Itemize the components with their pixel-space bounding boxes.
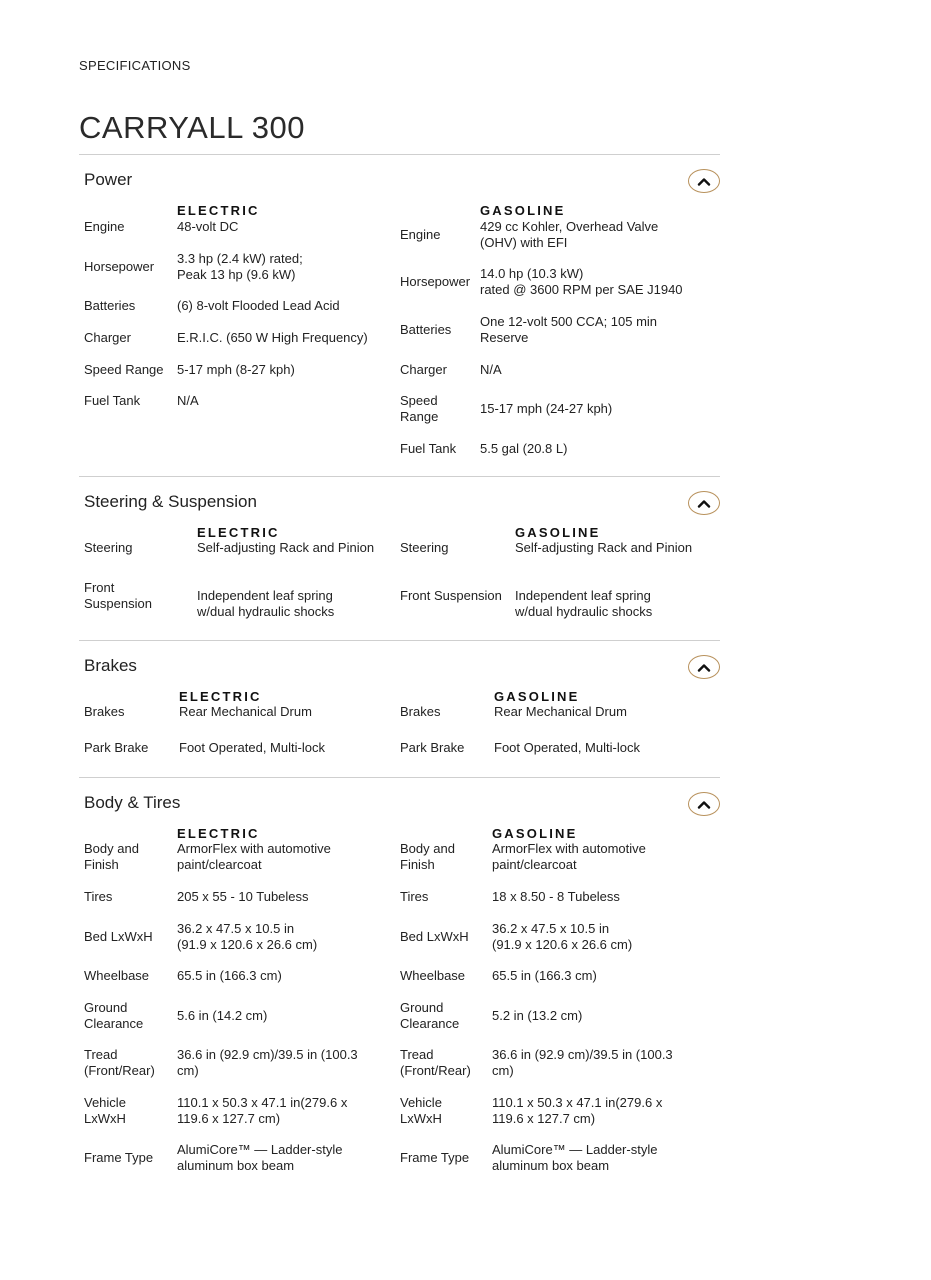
spec-value: 18 x 8.50 - 8 Tubeless [492, 889, 620, 904]
spec-label: Steering [84, 540, 133, 555]
collapse-steering-button[interactable] [688, 491, 720, 515]
spec-value: 110.1 x 50.3 x 47.1 in(279.6 x [492, 1095, 663, 1110]
spec-value: w/dual hydraulic shocks [515, 604, 653, 619]
spec-value: 119.6 x 127.7 cm) [177, 1111, 281, 1126]
spec-label: Horsepower [400, 274, 471, 289]
spec-label: Vehicle [84, 1095, 126, 1110]
spec-value: paint/clearcoat [492, 857, 577, 872]
gasoline-heading: GASOLINE [492, 826, 578, 841]
spec-label: Batteries [400, 322, 452, 337]
spec-value: cm) [492, 1063, 514, 1078]
spec-label: Clearance [84, 1016, 144, 1031]
spec-value: Rear Mechanical Drum [494, 704, 627, 719]
gasoline-heading: GASOLINE [515, 525, 601, 540]
section-body-tires [79, 777, 720, 1198]
spec-label: Bed LxWxH [400, 929, 469, 944]
collapse-brakes-button[interactable] [688, 655, 720, 679]
spec-label: (Front/Rear) [400, 1063, 471, 1078]
spec-label: Fuel Tank [84, 393, 141, 408]
spec-value: aluminum box beam [492, 1158, 610, 1173]
spec-value: 5.5 gal (20.8 L) [480, 441, 568, 456]
spec-value: ArmorFlex with automotive [177, 841, 331, 856]
section-power [79, 154, 720, 477]
chevron-up-icon [697, 499, 711, 508]
spec-value: (91.9 x 120.6 x 26.6 cm) [492, 937, 633, 952]
spec-value: 36.6 in (92.9 cm)/39.5 in (100.3 [177, 1047, 358, 1062]
section-title-steering: Steering & Suspension [84, 492, 257, 511]
section-title-brakes: Brakes [84, 656, 137, 675]
electric-heading: ELECTRIC [197, 525, 280, 540]
spec-label: Suspension [84, 596, 152, 611]
spec-value: 119.6 x 127.7 cm) [492, 1111, 596, 1126]
collapse-power-button[interactable] [688, 169, 720, 193]
spec-label: Charger [400, 362, 447, 377]
section-title-body: Body & Tires [84, 793, 181, 812]
spec-value: AlumiCore™ — Ladder-style [177, 1142, 343, 1157]
page-eyebrow: SPECIFICATIONS [79, 58, 191, 73]
spec-value: Independent leaf spring [515, 588, 651, 603]
spec-label: Steering [400, 540, 449, 555]
spec-label: Wheelbase [400, 968, 466, 983]
spec-value: 48-volt DC [177, 219, 239, 234]
spec-label: Tread [400, 1047, 434, 1062]
spec-label: Finish [400, 857, 435, 872]
spec-value: 14.0 hp (10.3 kW) [480, 266, 584, 281]
spec-value: 65.5 in (166.3 cm) [492, 968, 597, 983]
spec-label: Horsepower [84, 259, 155, 274]
spec-label: Tires [400, 889, 429, 904]
spec-value: Foot Operated, Multi-lock [494, 740, 640, 755]
spec-label: Tires [84, 889, 113, 904]
spec-value: (6) 8-volt Flooded Lead Acid [177, 298, 340, 313]
spec-value: 205 x 55 - 10 Tubeless [177, 889, 309, 904]
spec-label: Ground [84, 1000, 128, 1015]
spec-label: LxWxH [84, 1111, 126, 1126]
spec-label: Ground [400, 1000, 444, 1015]
spec-label: Body and [400, 841, 455, 856]
spec-value: 65.5 in (166.3 cm) [177, 968, 282, 983]
chevron-up-icon [697, 800, 711, 809]
gasoline-heading: GASOLINE [494, 689, 580, 704]
spec-label: (Front/Rear) [84, 1063, 155, 1078]
spec-value: 36.6 in (92.9 cm)/39.5 in (100.3 [492, 1047, 673, 1062]
chevron-up-icon [697, 177, 711, 186]
spec-label: Speed Range [84, 362, 164, 377]
spec-value: 110.1 x 50.3 x 47.1 in(279.6 x [177, 1095, 348, 1110]
page-title: CARRYALL 300 [79, 110, 305, 145]
spec-label: Frame Type [400, 1150, 470, 1165]
spec-value: paint/clearcoat [177, 857, 262, 872]
spec-label: Speed [400, 393, 438, 408]
spec-value: ArmorFlex with automotive [492, 841, 646, 856]
spec-label: Finish [84, 857, 119, 872]
spec-value: 5.2 in (13.2 cm) [492, 1008, 583, 1023]
spec-label: Park Brake [84, 740, 149, 755]
spec-value: cm) [177, 1063, 199, 1078]
spec-value: 429 cc Kohler, Overhead Valve [480, 219, 659, 234]
spec-value: aluminum box beam [177, 1158, 295, 1173]
spec-label: Tread [84, 1047, 118, 1062]
spec-label: Charger [84, 330, 131, 345]
section-brakes [79, 640, 720, 778]
spec-value: Self-adjusting Rack and Pinion [197, 540, 375, 555]
spec-value: (91.9 x 120.6 x 26.6 cm) [177, 937, 318, 952]
spec-value: Foot Operated, Multi-lock [179, 740, 325, 755]
chevron-up-icon [697, 663, 711, 672]
spec-value: w/dual hydraulic shocks [197, 604, 335, 619]
spec-value: 36.2 x 47.5 x 10.5 in [177, 921, 295, 936]
spec-value: Reserve [480, 330, 529, 345]
spec-label: Front [84, 580, 115, 595]
spec-label: Clearance [400, 1016, 460, 1031]
spec-value: 15-17 mph (24-27 kph) [480, 401, 613, 416]
spec-label: Brakes [84, 704, 125, 719]
electric-heading: ELECTRIC [177, 203, 260, 218]
spec-label: Bed LxWxH [84, 929, 153, 944]
collapse-body-button[interactable] [688, 792, 720, 816]
spec-label: Batteries [84, 298, 136, 313]
electric-heading: ELECTRIC [179, 689, 262, 704]
spec-label: Front Suspension [400, 588, 502, 603]
spec-value: 3.3 hp (2.4 kW) rated; [177, 251, 303, 266]
electric-heading: ELECTRIC [177, 826, 260, 841]
spec-value: Independent leaf spring [197, 588, 333, 603]
spec-value: Rear Mechanical Drum [179, 704, 312, 719]
spec-value: 5-17 mph (8-27 kph) [177, 362, 295, 377]
spec-label: Engine [84, 219, 125, 234]
section-steering [79, 476, 720, 641]
spec-value: E.R.I.C. (650 W High Frequency) [177, 330, 368, 345]
spec-value: N/A [177, 393, 199, 408]
spec-label: Body and [84, 841, 139, 856]
spec-value: One 12-volt 500 CCA; 105 min [480, 314, 658, 329]
spec-label: Engine [400, 227, 441, 242]
spec-value: N/A [480, 362, 502, 377]
section-title-power: Power [84, 170, 133, 189]
spec-label: Fuel Tank [400, 441, 457, 456]
gasoline-heading: GASOLINE [480, 203, 566, 218]
spec-value: rated @ 3600 RPM per SAE J1940 [480, 282, 683, 297]
spec-label: Wheelbase [84, 968, 150, 983]
spec-value: Peak 13 hp (9.6 kW) [177, 267, 296, 282]
spec-value: 36.2 x 47.5 x 10.5 in [492, 921, 610, 936]
spec-label: Vehicle [400, 1095, 442, 1110]
spec-label: Frame Type [84, 1150, 154, 1165]
spec-value: Self-adjusting Rack and Pinion [515, 540, 693, 555]
spec-value: AlumiCore™ — Ladder-style [492, 1142, 658, 1157]
spec-label: Brakes [400, 704, 441, 719]
spec-label: Park Brake [400, 740, 465, 755]
spec-label: Range [400, 409, 439, 424]
spec-value: (OHV) with EFI [480, 235, 568, 250]
spec-label: LxWxH [400, 1111, 442, 1126]
spec-value: 5.6 in (14.2 cm) [177, 1008, 268, 1023]
